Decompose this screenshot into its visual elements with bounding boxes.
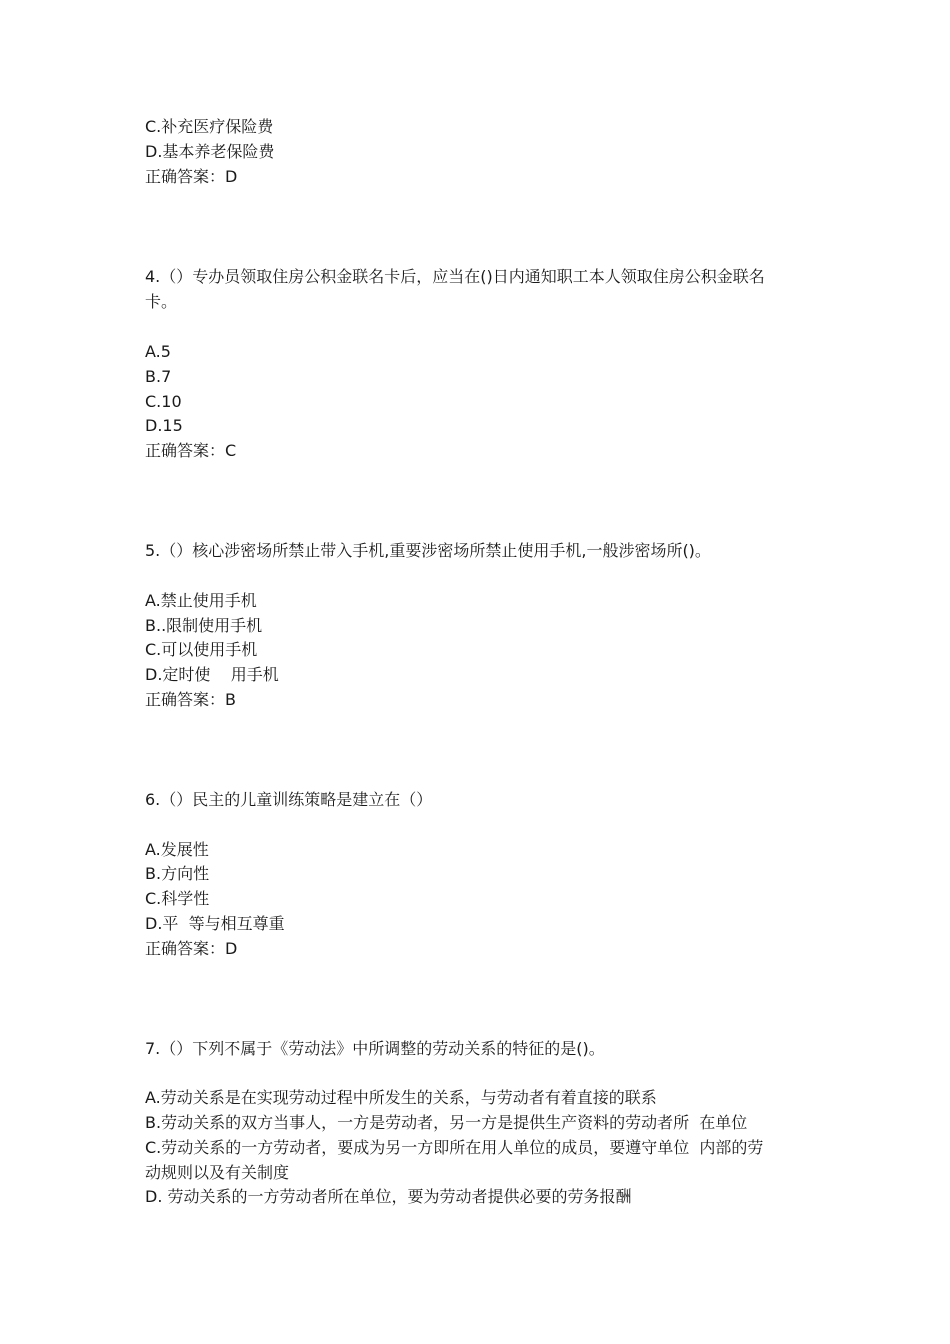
q7-option-c-continued: 动规则以及有关制度: [145, 1163, 290, 1182]
q4-option-c: C.10: [145, 392, 182, 411]
q6-option-c: C.科学性: [145, 889, 210, 908]
q6-option-b: B.方向性: [145, 864, 210, 883]
q6-answer: 正确答案：D: [145, 939, 238, 958]
q3-option-d: D.基本养老保险费: [145, 142, 275, 161]
q5-option-c: C.可以使用手机: [145, 640, 258, 659]
q5-option-b: B..限制使用手机: [145, 616, 263, 635]
q6-stem: 6.（）民主的儿童训练策略是建立在（）: [145, 790, 433, 809]
q6-option-a: A.发展性: [145, 840, 209, 859]
q5-option-d: D.定时使 用手机: [145, 665, 279, 684]
q4-option-b: B.7: [145, 367, 172, 386]
q5-option-a: A.禁止使用手机: [145, 591, 257, 610]
q7-option-d: D. 劳动关系的一方劳动者所在单位，要为劳动者提供必要的劳务报酬: [145, 1187, 632, 1206]
q4-stem-line1: 4.（）专办员领取住房公积金联名卡后，应当在()日内通知职工本人领取住房公积金联名: [145, 267, 765, 286]
q4-option-a: A.5: [145, 342, 171, 361]
q7-option-c: C.劳动关系的一方劳动者，要成为另一方即所在用人单位的成员，要遵守单位 内部的劳: [145, 1138, 764, 1157]
q7-stem: 7.（）下列不属于《劳动法》中所调整的劳动关系的特征的是()。: [145, 1039, 605, 1058]
q4-stem-line2: 卡。: [145, 292, 178, 311]
q5-answer: 正确答案：B: [145, 690, 236, 709]
q4-answer: 正确答案：C: [145, 441, 237, 460]
q3-answer: 正确答案：D: [145, 167, 238, 186]
q6-option-d: D.平 等与相互尊重: [145, 914, 285, 933]
q3-option-c: C.补充医疗保险费: [145, 117, 274, 136]
q7-option-a: A.劳动关系是在实现劳动过程中所发生的关系，与劳动者有着直接的联系: [145, 1088, 657, 1107]
q4-option-d: D.15: [145, 416, 183, 435]
q7-option-b: B.劳动关系的双方当事人，一方是劳动者，另一方是提供生产资料的劳动者所 在单位: [145, 1113, 748, 1132]
q5-stem: 5.（）核心涉密场所禁止带入手机,重要涉密场所禁止使用手机,一般涉密场所()。: [145, 541, 711, 560]
